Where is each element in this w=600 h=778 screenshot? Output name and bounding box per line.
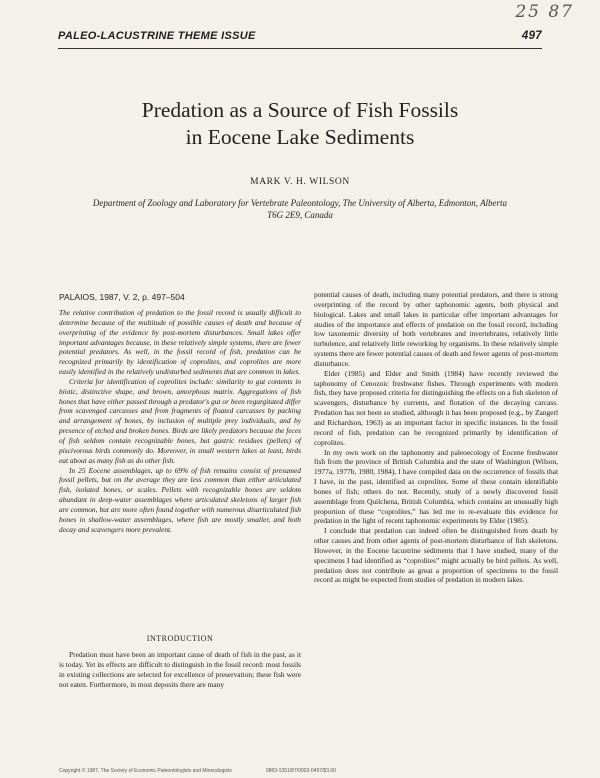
title-line-2: in Eocene Lake Sediments — [185, 125, 415, 149]
copyright-notice: Copyright © 1987, The Society of Economic Paleontologists and Mineralogists — [59, 768, 232, 774]
introduction-heading: INTRODUCTION — [146, 634, 214, 643]
abstract — [59, 308, 301, 534]
affiliation-line-2: T6G 2E9, Canada — [267, 210, 333, 220]
body-paragraph: I conclude that predation can indeed often be distinguished from death by other causes and from other agents of post-mortem disturbance of fish skeletons. However, in the Eocene lacustrine sediments that I have studied, many of the specimens I had identified as “coprolites” might actually be bird pellets. As well, predation does not contribute as great a proportion of specimens to the fossil record as might be expected from studies of predation in modern lakes. — [314, 526, 558, 585]
handwritten-page-note: 25 87 — [515, 2, 574, 22]
right-column-text — [314, 290, 558, 585]
introduction-text — [59, 650, 301, 689]
running-head-section: PALEO-LACUSTRINE THEME ISSUE — [58, 30, 256, 42]
abstract-paragraph: In 25 Eocene assemblages, up to 69% of fish remains consist of presumed fossil pellets, but on the average they are less common than either articulated fish, isolated bones, or scales. Pellets with recognizable bones are seldom abundant in deep-water assemblages where articulated skeletons of larger fish are common, but are more often found together with numerous disarticulated fish bones in shallow-water assemblages, where fish are mostly smaller, and both decay and scavengers more prevalent. — [59, 465, 301, 534]
affiliation-line-1: Department of Zoology and Laboratory for Vertebrate Paleontology, The University of Alberta, Edmonton, Alberta — [92, 198, 508, 208]
body-paragraph: In my own work on the taphonomy and paleoecology of Eocene freshwater fish from the province of British Columbia and the state of Washington (Wilson, 1977a, 1977b, 1980, 1984), I have compiled data on the occurrence of fossils that I have, in the past, identified as coprolites. Some of these contain identifiable bones of fish; others do not. Recently, study of a newly discovered fossil assemblage from Quilchena, British Columbia, which contains an unusually high proportion of these “coprolites,” has led me to re-evaluate this evidence for predation in the light of recent taphonomic experiments by Elder (1985). — [314, 447, 558, 526]
title-line-1: Predation as a Source of Fish Fossils — [141, 98, 459, 122]
journal-citation: PALAIOS, 1987, V. 2, p. 497–504 — [59, 292, 185, 302]
article-title — [58, 97, 542, 151]
page-footer — [59, 768, 558, 774]
header-rule — [58, 48, 542, 49]
author-name: MARK V. H. WILSON — [250, 177, 350, 187]
body-paragraph: potential causes of death, including many potential predators, and there is strong overprinting of the record by other taphonomic agents, both physical and biological. Lakes and small lakes in particular offer important advantages for studies of the importance and effects of predation on the fossil record, including low taxonomic diversity of both vertebrates and invertebrates, relatively little turbulence, and relatively little reworking by organisms. In these relatively simple systems there are fewer potential causes of death and fewer agents of post-mortem disturbance. — [314, 290, 558, 368]
page-number: 497 — [521, 30, 542, 42]
abstract-paragraph: The relative contribution of predation to the fossil record is usually difficult to determine because of the multitude of possible causes of death and because of overprinting of the evidence by post-mortem disturbances. Small lakes offer important advantages because, in these relatively simple systems, there are fewer potential predators. As well, in the fossil record of fish, predation can be recognized primarily by identification of coprolites, and coprolites are more easily identified in the relatively undisturbed sediments that are common in lakes. — [59, 308, 301, 377]
author-affiliation — [76, 197, 524, 221]
body-paragraph: Predation must have been an important cause of death of fish in the past, as it is today. Yet its effects are difficult to distinguish in the fossil record: most fossils in existing collections are selected for excellence of preservation; these fish were not eaten. Furthermore, in most deposits there are many — [59, 650, 301, 689]
body-paragraph: Elder (1985) and Elder and Smith (1984) have recently reviewed the taphonomy of Cenozoic freshwater fishes. Through experiments with modern fish, they have proposed criteria for distinguishing the effects on a fish skeleton of scavengers, disturbance by currents, and flotation of the decaying carcass. Predation has not been so studied, although it has been proposed (e.g., by Zangerl and Richardson, 1963) as an important factor in specific instances. In the fossil record of fish, predation can be recognized primarily by identification of coprolites. — [314, 368, 558, 447]
running-head — [58, 30, 542, 42]
article-code: 0883-1351/87/0002-0497/$3.00 — [265, 768, 336, 774]
abstract-paragraph: Criteria for identification of coprolites include: similarity to gut contents in biotic, distinctive shape, and brown, amorphous matrix. Aggregations of fish bones that have either passed through a predator's gut or been regurgitated differ from scavenged carcasses and from fragments of floated carcasses by packing and arrangement of bones, by inclusion of multiple prey individuals, and by presence of etched and broken bones. Birds are likely predators because the feces of fish seldom contain recognizable bones, but gastric residues (pellets) of piscivorous birds commonly do. Moreover, in small western lakes at least, birds eat about as many fish as do other fish. — [59, 376, 301, 465]
